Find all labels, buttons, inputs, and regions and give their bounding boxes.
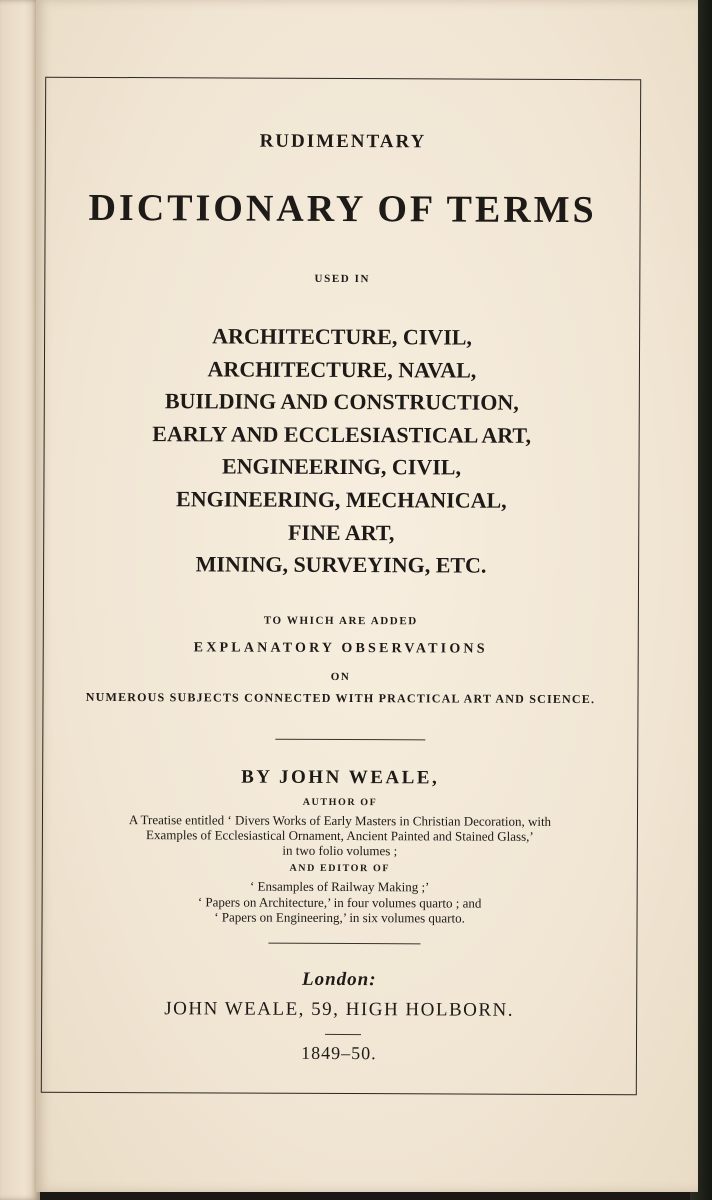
explanatory-text: EXPLANATORY OBSERVATIONS bbox=[193, 640, 488, 657]
numerous-subjects-text: NUMEROUS SUBJECTS CONNECTED WITH PRACTICAL ART AND SCIENCE. bbox=[85, 689, 596, 707]
subject-line: BUILDING AND CONSTRUCTION, bbox=[164, 388, 519, 415]
treatise-line: Examples of Ecclesiastical Ornament, Ancient Painted and Stained Glass,’ bbox=[146, 827, 534, 844]
page-border-frame bbox=[41, 77, 641, 1096]
divider-rule bbox=[275, 739, 425, 741]
subject-line: ENGINEERING, CIVIL, bbox=[221, 453, 462, 480]
author-of-text: AUTHOR OF bbox=[302, 796, 378, 809]
added-text: TO WHICH ARE ADDED bbox=[263, 614, 418, 628]
kicker-text: RUDIMENTARY bbox=[259, 130, 427, 153]
treatise-line: in two folio volumes ; bbox=[282, 842, 398, 859]
edited-work-line: ‘ Papers on Engineering,’ in six volumes quarto. bbox=[214, 909, 465, 926]
subject-line: EARLY AND ECCLESIASTICAL ART, bbox=[152, 420, 532, 448]
title-page bbox=[36, 0, 698, 1192]
on-text: ON bbox=[330, 670, 351, 684]
place-of-publication: London: bbox=[301, 968, 377, 991]
facing-page-edge bbox=[0, 0, 40, 1200]
edited-work-line: ‘ Ensamples of Railway Making ;’ bbox=[249, 878, 430, 895]
subjects-list bbox=[44, 320, 639, 583]
book-title: DICTIONARY OF TERMS bbox=[88, 186, 597, 232]
short-divider-rule bbox=[325, 1034, 361, 1035]
divider-rule bbox=[268, 943, 420, 945]
subject-line: ARCHITECTURE, NAVAL, bbox=[207, 356, 477, 383]
subject-line: MINING, SURVEYING, ETC. bbox=[195, 551, 487, 578]
subject-line: FINE ART, bbox=[287, 519, 395, 545]
edited-works-list bbox=[43, 878, 637, 927]
editor-of-text: AND EDITOR OF bbox=[289, 862, 391, 875]
author-byline: BY JOHN WEALE, bbox=[241, 766, 440, 789]
edited-work-line: ‘ Papers on Architecture,’ in four volumes quarto ; and bbox=[197, 893, 482, 911]
subject-line: ARCHITECTURE, CIVIL, bbox=[212, 323, 473, 350]
treatise-line: A Treatise entitled ‘ Divers Works of Early Masters in Christian Decoration, with bbox=[128, 812, 552, 829]
publisher-line: JOHN WEALE, 59, HIGH HOLBORN. bbox=[164, 998, 515, 1021]
used-in-text: USED IN bbox=[314, 272, 371, 286]
publication-year: 1849–50. bbox=[301, 1042, 377, 1064]
subject-line: ENGINEERING, MECHANICAL, bbox=[175, 486, 507, 513]
treatise-description bbox=[43, 812, 637, 860]
